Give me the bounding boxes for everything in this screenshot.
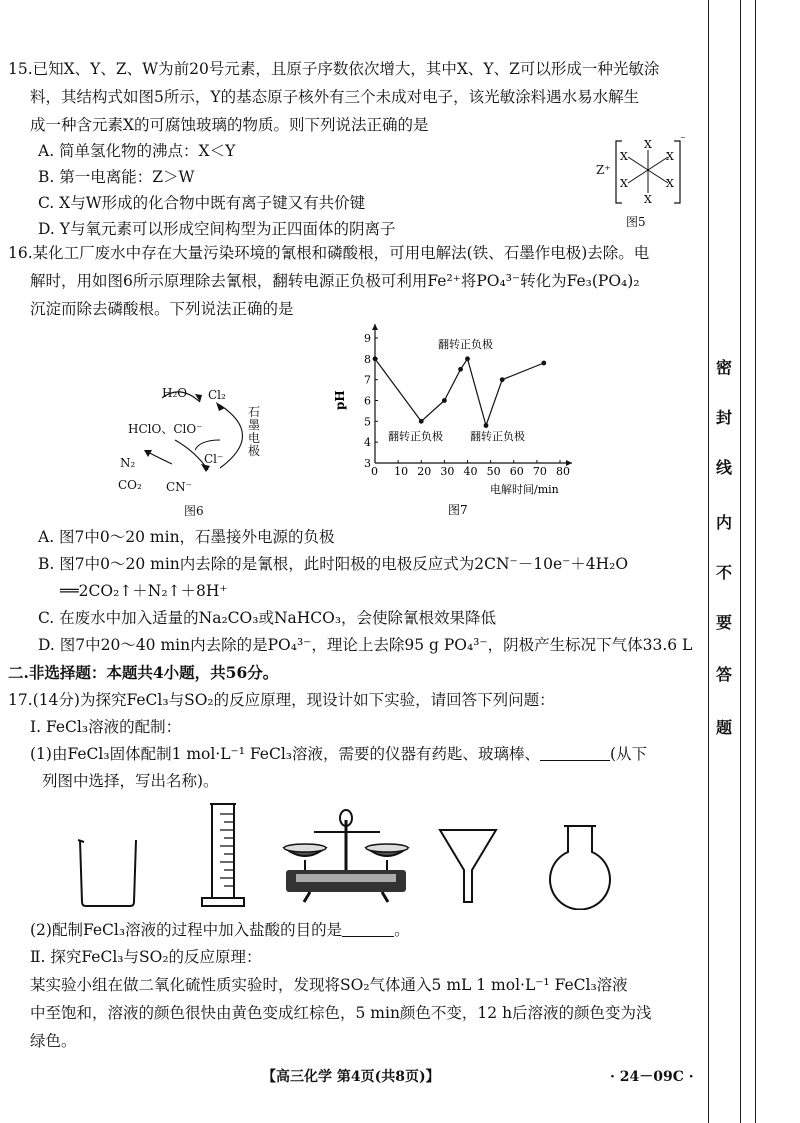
q17-sub2 [30,917,410,943]
chart-y-tick-label: 8 [364,352,371,366]
side-text-5: 不 [715,563,732,582]
fig6-h2o: H₂O [162,386,188,400]
chart-annotation-1: 翻转正负极 [438,338,493,351]
margin-line-right [740,0,741,1123]
chart-y-tick-label: 9 [364,332,371,345]
side-text-8: 题 [715,718,732,737]
fig5-x-tl: X [620,150,628,163]
chart-annotation-3: 翻转正负极 [470,430,525,443]
chart-y-tick-label: 4 [364,436,371,450]
margin-line-left [708,0,709,1123]
fig6-label: 图6 [184,504,204,518]
fig5-x-br: X [666,177,674,190]
q15-stem-line3: 成一种含元素X的可腐蚀玻璃的物质。则下列说法正确的是 [30,116,429,134]
q17-answer-blank-2[interactable] [342,920,394,937]
balance-scale-icon [284,810,408,902]
fig5-charge: ⁻ [680,135,686,146]
q15-option-c: C. X与W形成的化合物中既有离子键又有共价键 [38,194,366,212]
fig5-x-top: X [644,138,652,151]
fig5-x-tr: X [666,150,674,163]
chart-annotation-2: 翻转正负极 [388,430,443,443]
fig6-cl: Cl⁻ [204,452,224,466]
q17-answer-blank-1[interactable] [540,744,610,761]
q15-option-d: D. Y与氧元素可以形成空间构型为正四面体的阴离子 [38,220,396,238]
chart-point [500,377,505,382]
q16-option-c: C. 在废水中加入适量的Na₂CO₃或NaHCO₃，会使除氰根效果降低 [38,609,497,627]
chart-x-tick-label: 50 [486,465,501,478]
fig5-x-bl: X [620,177,628,190]
chart-x-tick-label: 40 [463,465,478,478]
chart-y-tick-label: 6 [364,394,371,408]
q17-sub2-tail: 。 [394,921,410,939]
fig5-label: 图5 [626,215,646,229]
side-text-4: 内 [715,513,732,532]
q15-option-b: B. 第一电离能：Z＞W [38,168,195,186]
fig6-cl2: Cl₂ [208,388,226,402]
chart-title: 图7 [448,503,468,517]
fig6-electrode: 石墨电极 [248,405,261,458]
chart-x-tick-label: 30 [440,465,455,478]
fig6-n2: N₂ [120,456,136,470]
fig5-x-bottom: X [644,193,652,206]
q16-option-a: A. 图7中0～20 min，石墨接外电源的负极 [38,528,335,546]
apparatus-row [60,790,660,910]
chart-ticks [364,332,570,478]
q17-paragraph-line2: 中至饱和，溶液的颜色很快由黄色变成红棕色，5 min颜色不变，12 h后溶液的颜色变为浅 [30,1004,652,1022]
chart-x-tick-label: 60 [509,465,524,478]
chart-y-tick-label: 5 [364,415,371,429]
q16-stem-line1: 16.某化工厂废水中存在大量污染环境的氰根和磷酸根，可用电解法(铁、石墨作电极)去除。电 [8,244,650,262]
q16-option-b-line2: ══2CO₂↑＋N₂↑＋8H⁺ [60,582,228,600]
chart-point [442,398,447,403]
q17-part1: Ⅰ. FeCl₃溶液的配制： [30,718,182,736]
fig6-cn: CN⁻ [166,480,193,494]
chart-points [373,356,547,427]
q16-option-d: D. 图7中20～40 min内去除的是PO₄³⁻，理论上去除95 g PO₄³⁻，阴极产生标况下气体33.6 L [38,636,693,654]
q17-paragraph-line1: 某实验小组在做二氧化硫性质实验时，发现将SO₂气体通入5 mL 1 mol·L⁻¹ FeCl₃溶液 [30,976,628,994]
chart-x-tick-label: 0 [371,465,378,478]
fig6-hclo: HClO、ClO⁻ [128,422,203,436]
chart-point [373,356,378,361]
margin-line-outer [755,0,756,1123]
footer-code: · 24－09C · [610,1069,694,1085]
q16-stem-line3: 沉淀而除去磷酸根。下列说法正确的是 [30,300,294,318]
side-text-6: 要 [715,613,732,632]
q17-sub1-cont: 列图中选择，写出名称)。 [42,772,219,790]
q15-stem-line2: 料，其结构式如图5所示，Y的基态原子核外有三个未成对电子，该光敏涂料遇水易水解生 [30,88,640,106]
figure-6 [100,380,280,520]
q17-sub1 [30,741,647,767]
side-text-2: 封 [715,408,732,427]
q17-sub1-tail: (从下 [610,745,648,763]
figure-5 [590,135,690,235]
chart-point [541,361,546,366]
side-text-1: 密 [715,358,732,377]
section-heading: 二.非选择题：本题共4小题，共56分。 [8,663,279,682]
funnel-icon [440,830,496,902]
q17-paragraph-line3: 绿色。 [30,1032,77,1050]
figure-7-chart [330,318,610,518]
side-text-3: 线 [715,458,732,477]
chart-x-tick-label: 20 [417,465,432,478]
q17-sub2-text: (2)配制FeCl₃溶液的过程中加入盐酸的目的是 [30,921,343,939]
q15-stem-line1: 15.已知X、Y、Z、W为前20号元素，且原子序数依次增大，其中X、Y、Z可以形成一种光敏涂 [8,60,660,78]
q17-sub1-text: (1)由FeCl₃固体配制1 mol·L⁻¹ FeCl₃溶液，需要的仪器有药匙、玻璃棒、 [30,745,540,763]
graduated-cylinder-icon [202,804,244,906]
chart-ylabel: pH [333,390,347,410]
chart-y-tick-label: 3 [364,457,371,470]
chart-x-tick-label: 10 [394,465,409,478]
q16-option-b-line1: B. 图7中0～20 min内去除的是氰根，此时阳极的电极反应式为2CN⁻－10e⁻＋4H₂O [38,555,629,573]
chart-point [484,423,489,428]
chart-point [419,419,424,424]
chart-y-arrow [372,324,378,330]
chart-point [465,356,470,361]
chart-x-tick-label: 80 [556,465,570,478]
chart-xlabel: 电解时间/min [490,483,559,496]
round-flask-icon [550,826,610,909]
q15-option-a: A. 简单氢化物的沸点：X＜Y [38,142,236,160]
q16-stem-line2: 解时，用如图6所示原理除去氰根，翻转电源正负极可利用Fe²⁺将PO₄³⁻转化为Fe₃(PO₄)₂ [30,272,640,290]
fig5-cation: Z⁺ [596,163,611,177]
chart-y-tick-label: 7 [364,373,371,387]
side-text-7: 答 [715,665,732,684]
beaker-icon [78,840,136,906]
q17-stem: 17.(14分)为探究FeCl₃与SO₂的反应原理，现设计如下实验，请回答下列问题： [8,691,555,709]
chart-x-tick-label: 70 [532,465,547,478]
q17-part2: Ⅱ. 探究FeCl₃与SO₂的反应原理： [30,948,262,966]
fig6-co2: CO₂ [118,478,142,492]
chart-point [458,367,463,372]
footer-page-info: 【高三化学 第4页(共8页)】 [262,1069,440,1085]
